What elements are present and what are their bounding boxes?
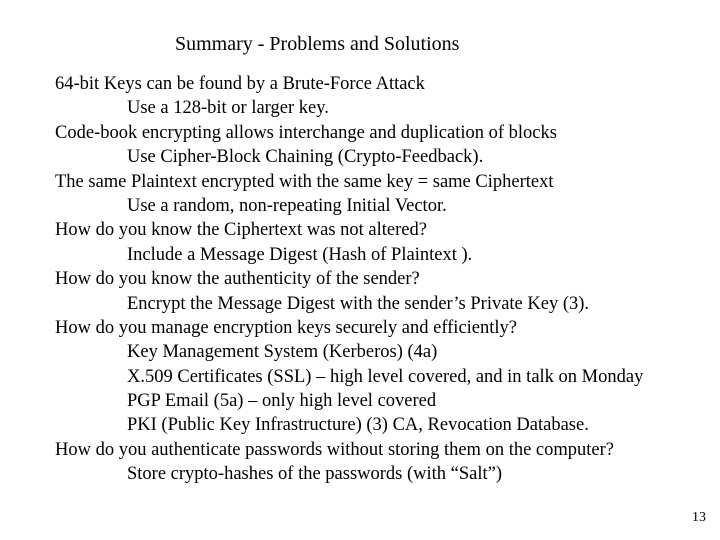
list-item: PGP Email (5a) – only high level covered — [127, 391, 437, 412]
list-item: The same Plaintext encrypted with the same key = same Ciphertext — [55, 171, 554, 192]
list-item: How do you know the Ciphertext was not altered? — [55, 220, 427, 241]
list-item: PKI (Public Key Infrastructure) (3) CA, Revocation Database. — [127, 415, 589, 436]
list-item: Code-book encrypting allows interchange and duplication of blocks — [55, 122, 557, 143]
list-item: Use a random, non-repeating Initial Vector. — [127, 195, 447, 216]
list-item: Encrypt the Message Digest with the sender’s Private Key (3). — [127, 293, 590, 314]
list-item: Use Cipher-Block Chaining (Crypto-Feedback). — [127, 147, 484, 168]
list-item: Key Management System (Kerberos) (4a) — [127, 342, 438, 363]
list-item: 64-bit Keys can be found by a Brute-Force Attack — [55, 74, 425, 94]
list-item: How do you know the authenticity of the sender? — [55, 269, 420, 290]
list-item: Use a 128-bit or larger key. — [127, 98, 329, 119]
list-item: How do you manage encryption keys securely and efficiently? — [55, 317, 518, 338]
list-item: Store crypto-hashes of the passwords (with “Salt”) — [127, 464, 503, 485]
list-item: How do you authenticate passwords without storing them on the computer? — [55, 439, 615, 460]
list-item: X.509 Certificates (SSL) – high level covered, and in talk on Monday — [127, 366, 644, 387]
list-item: Include a Message Digest (Hash of Plaintext ). — [127, 244, 473, 265]
page-number: 13 — [692, 510, 706, 525]
slide-title: Summary - Problems and Solutions — [175, 33, 460, 55]
summary-list — [0, 72, 720, 487]
